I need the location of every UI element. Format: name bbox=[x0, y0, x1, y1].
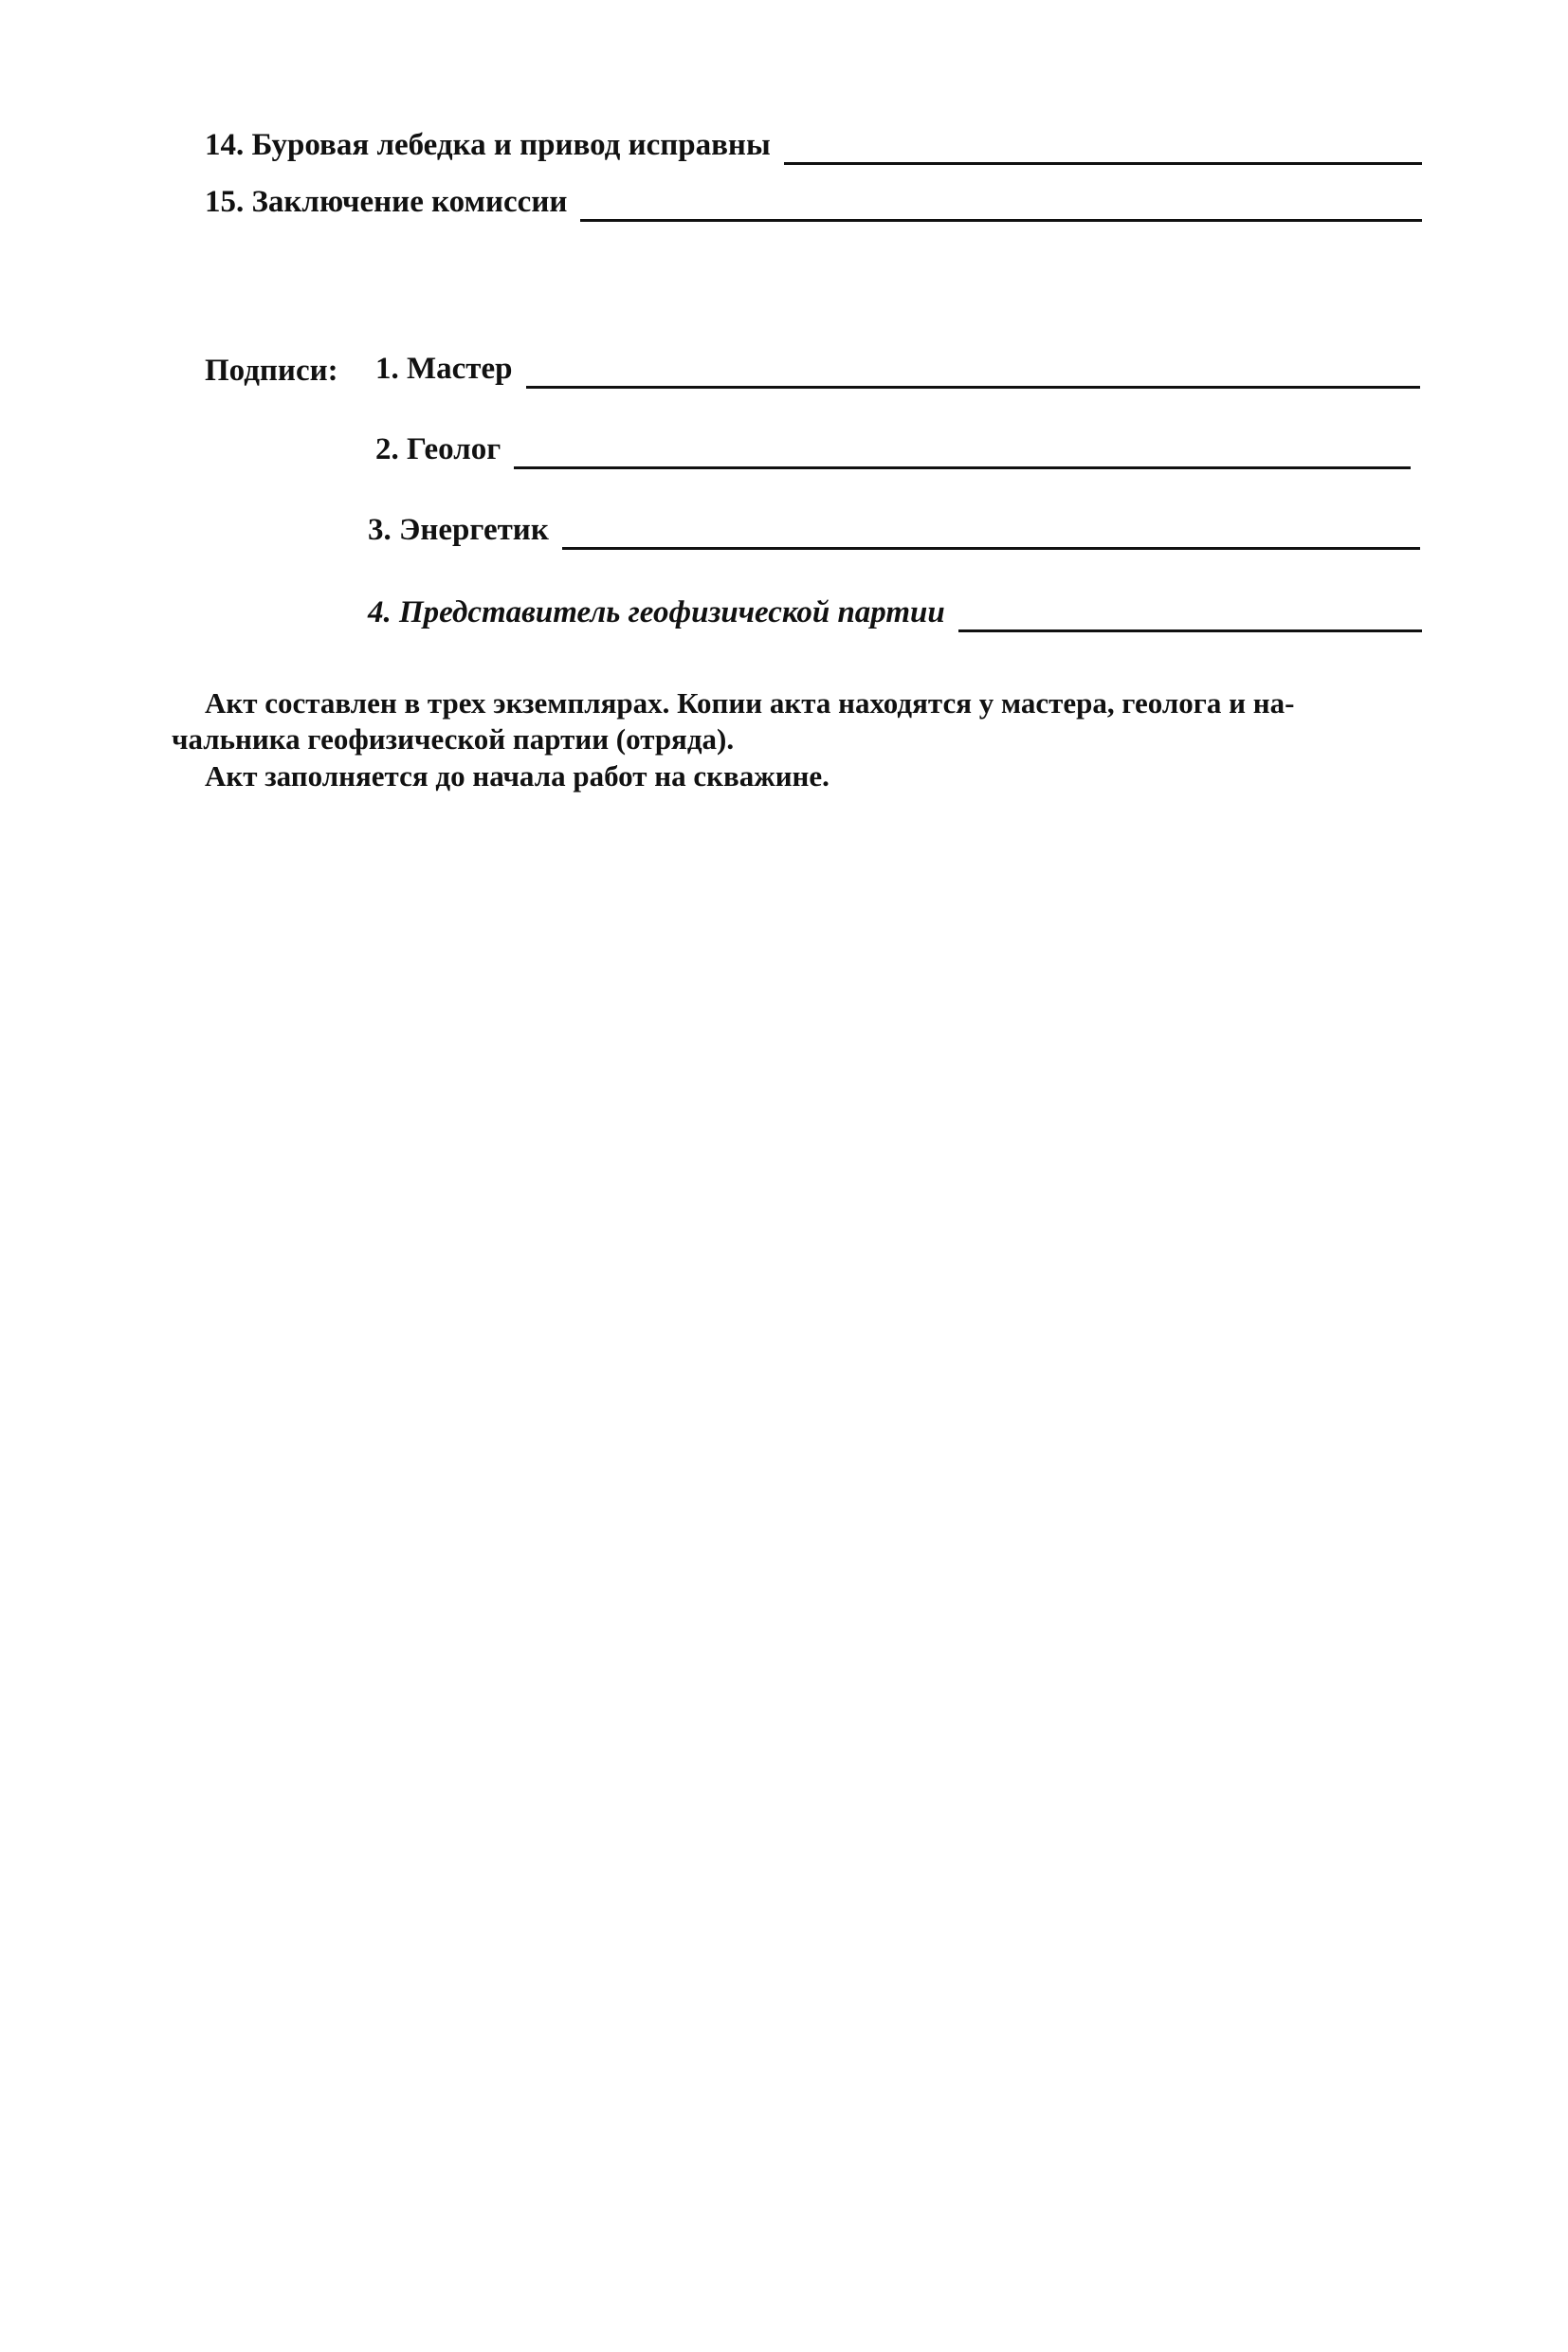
item-15-fill-line bbox=[580, 219, 1422, 222]
checklist-item-14 bbox=[205, 130, 1422, 161]
signature-geologist-line bbox=[514, 466, 1411, 469]
checklist-item-15 bbox=[205, 187, 1422, 218]
item-14-fill-line bbox=[784, 162, 1422, 165]
item-14-label: 14. Буровая лебедка и привод исправны bbox=[205, 128, 771, 162]
note-copies-line-2: чальника геофизической партии (отряда). bbox=[172, 722, 735, 756]
signature-master bbox=[375, 354, 1420, 385]
signature-master-label: 1. Мастер bbox=[375, 352, 513, 386]
signature-geologist-label: 2. Геолог bbox=[375, 432, 501, 466]
signature-geophysics-representative bbox=[368, 597, 1422, 629]
signature-geologist bbox=[375, 434, 1411, 465]
signature-geophysics-representative-label: 4. Представитель геофизической партии bbox=[368, 595, 945, 629]
item-15-label: 15. Заключение комиссии bbox=[205, 185, 568, 219]
signature-geophysics-representative-line bbox=[958, 629, 1422, 632]
signature-energy-engineer-line bbox=[562, 547, 1420, 550]
note-copies-line-1: Акт составлен в трех экземплярах. Копии акта находятся у мастера, геолога и на- bbox=[205, 686, 1295, 720]
signature-energy-engineer bbox=[368, 515, 1420, 546]
signature-master-line bbox=[526, 386, 1420, 389]
note-fill-before-work: Акт заполняется до начала работ на скважине. bbox=[205, 759, 830, 793]
signatures-heading: Подписи: bbox=[205, 354, 338, 388]
signature-energy-engineer-label: 3. Энергетик bbox=[368, 513, 549, 547]
